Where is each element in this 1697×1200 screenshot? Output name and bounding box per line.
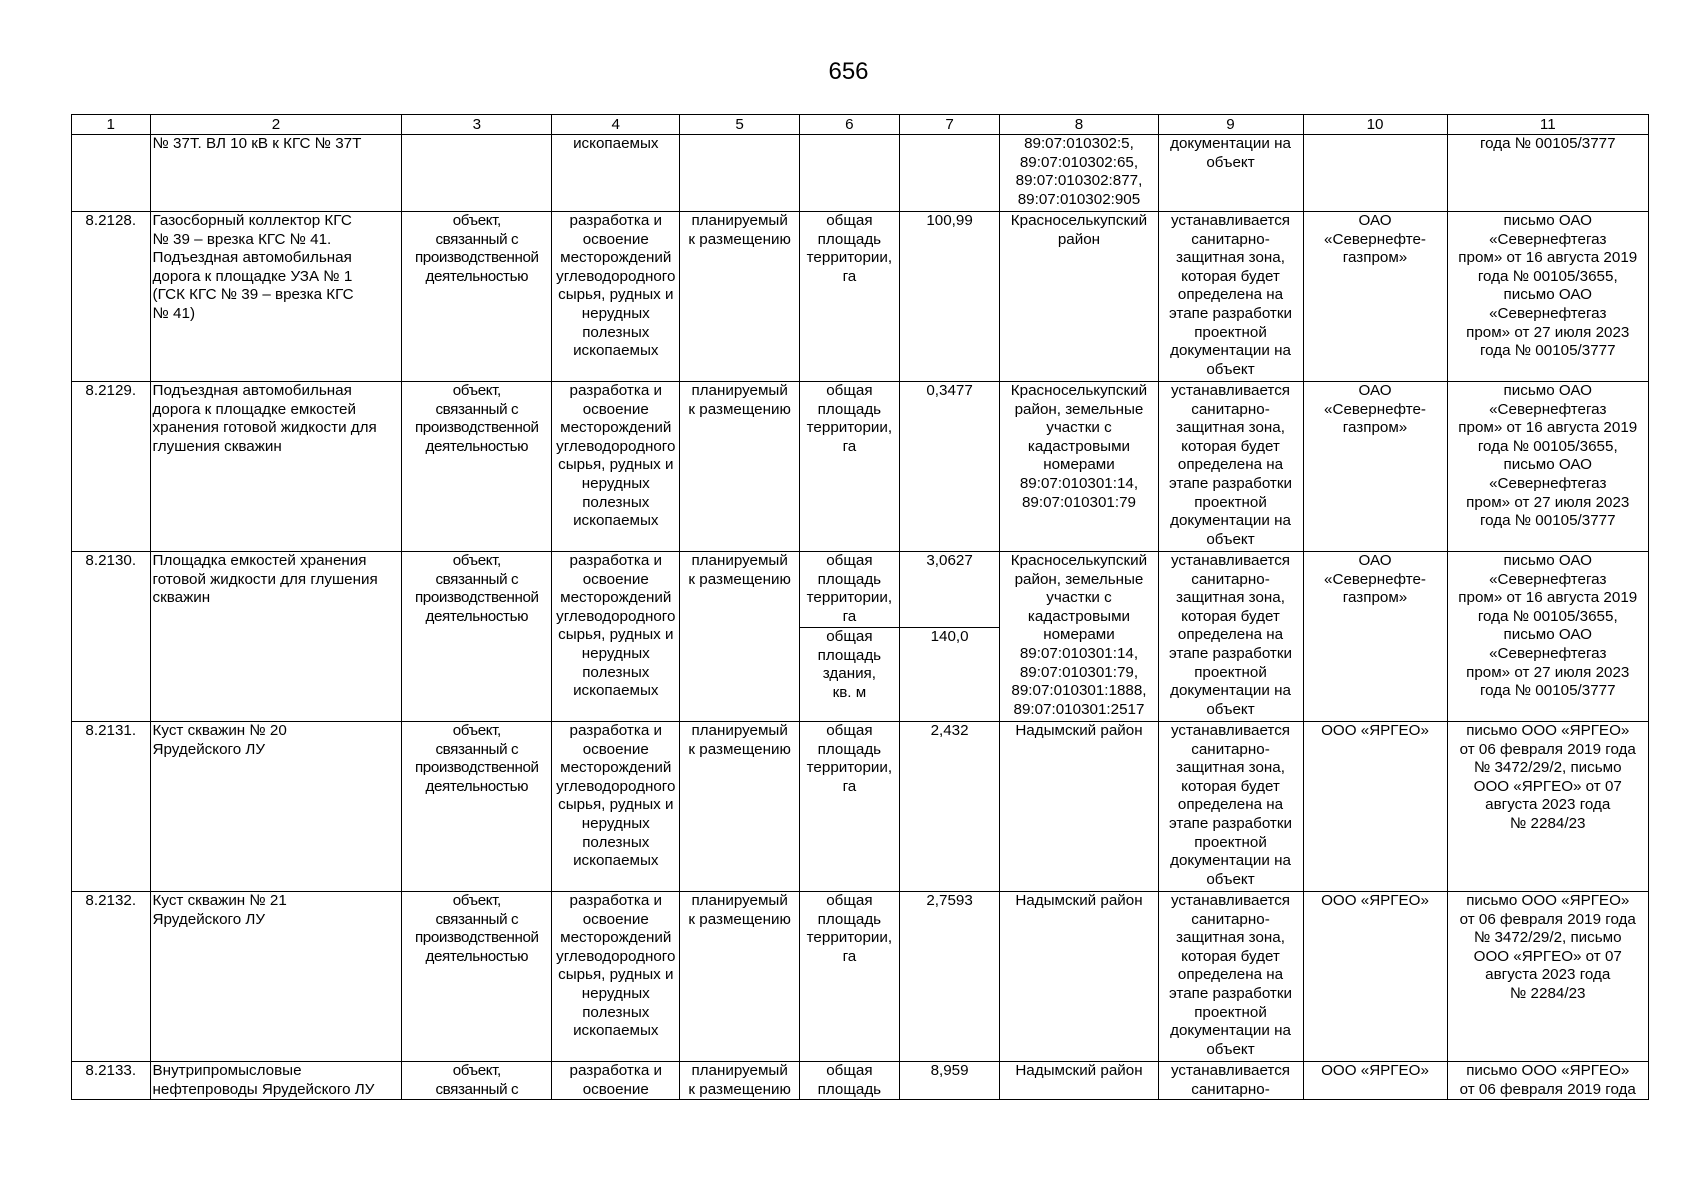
- cell-metric: общая площадь территории, га: [800, 212, 900, 382]
- cell-name: № 37Т. ВЛ 10 кВ к КГС № 37Т: [150, 135, 402, 212]
- cell-zone: устанавливается санитарно- защитная зона, которая будет определена на этапе разработки проектной документации на объект: [1158, 722, 1303, 892]
- table-row: [72, 552, 1649, 628]
- cell-purpose: разработка и освоение месторождений углеводородного сырья, рудных и нерудных полезных ископаемых: [552, 892, 680, 1062]
- cell-type: объект, связанный с производственной деятельностью: [402, 892, 552, 1062]
- column-number: 3: [402, 115, 552, 135]
- cell-status: планируемый к размещению: [680, 722, 800, 892]
- cell-status: планируемый к размещению: [680, 1062, 800, 1100]
- cell-source: письмо ОАО «Севернефтегаз пром» от 16 августа 2019 года № 00105/3655, письмо ОАО «Севернефтегаз пром» от 27 июля 2023 года № 00105/3777: [1447, 552, 1648, 722]
- cell-value: 2,7593: [899, 892, 1000, 1062]
- cell-location: Красноселькупский район, земельные участки с кадастровыми номерами 89:07:010301:14, 89:07:010301:79, 89:07:010301:1888, 89:07:010301:2517: [1000, 552, 1158, 722]
- cell-source: письмо ООО «ЯРГЕО» от 06 февраля 2019 года: [1447, 1062, 1648, 1100]
- table-row: [72, 722, 1649, 892]
- column-number: 2: [150, 115, 402, 135]
- cell-owner: ООО «ЯРГЕО»: [1303, 1062, 1447, 1100]
- cell-location: Красноселькупский район: [1000, 212, 1158, 382]
- cell-name: Площадка емкостей хранения готовой жидкости для глушения скважин: [150, 552, 402, 722]
- table-row-continuation: [72, 135, 1649, 212]
- cell-zone: устанавливается санитарно-: [1158, 1062, 1303, 1100]
- cell-value: 3,0627: [899, 552, 1000, 628]
- cell-type: объект, связанный с производственной деятельностью: [402, 552, 552, 722]
- cell-zone: устанавливается санитарно- защитная зона, которая будет определена на этапе разработки проектной документации на объект: [1158, 212, 1303, 382]
- cell-source: письмо ОАО «Севернефтегаз пром» от 16 августа 2019 года № 00105/3655, письмо ОАО «Севернефтегаз пром» от 27 июля 2023 года № 00105/3777: [1447, 382, 1648, 552]
- cell-id: 8.2133.: [72, 1062, 151, 1100]
- cell-value: 8,959: [899, 1062, 1000, 1100]
- column-number-row: [72, 115, 1649, 135]
- cell-purpose: разработка и освоение месторождений углеводородного сырья, рудных и нерудных полезных ископаемых: [552, 722, 680, 892]
- cell-value: 100,99: [899, 212, 1000, 382]
- cell-value: [899, 135, 1000, 212]
- cell-owner: ООО «ЯРГЕО»: [1303, 722, 1447, 892]
- table-row: [72, 1062, 1649, 1100]
- cell-type: объект, связанный с производственной деятельностью: [402, 722, 552, 892]
- cell-type: объект, связанный с производственной деятельностью: [402, 212, 552, 382]
- cell-metric: общая площадь территории, га: [800, 892, 900, 1062]
- cell-metric: общая площадь здания, кв. м: [800, 628, 900, 722]
- column-number: 6: [800, 115, 900, 135]
- cell-source: письмо ОАО «Севернефтегаз пром» от 16 августа 2019 года № 00105/3655, письмо ОАО «Севернефтегаз пром» от 27 июля 2023 года № 00105/3777: [1447, 212, 1648, 382]
- cell-value: 140,0: [899, 628, 1000, 722]
- table-row: [72, 212, 1649, 382]
- cell-location: Надымский район: [1000, 722, 1158, 892]
- cell-metric: общая площадь территории, га: [800, 552, 900, 628]
- cell-id: 8.2131.: [72, 722, 151, 892]
- cell-status: планируемый к размещению: [680, 212, 800, 382]
- objects-table: [71, 114, 1649, 1100]
- column-number: 10: [1303, 115, 1447, 135]
- cell-status: [680, 135, 800, 212]
- cell-metric: общая площадь территории, га: [800, 722, 900, 892]
- column-number: 5: [680, 115, 800, 135]
- cell-owner: ОАО «Севернефте- газпром»: [1303, 212, 1447, 382]
- column-number: 9: [1158, 115, 1303, 135]
- cell-purpose: разработка и освоение месторождений углеводородного сырья, рудных и нерудных полезных ископаемых: [552, 382, 680, 552]
- cell-type: [402, 135, 552, 212]
- table-row: [72, 892, 1649, 1062]
- cell-location: Красноселькупский район, земельные участки с кадастровыми номерами 89:07:010301:14, 89:07:010301:79: [1000, 382, 1158, 552]
- cell-purpose: разработка и освоение месторождений углеводородного сырья, рудных и нерудных полезных ископаемых: [552, 552, 680, 722]
- cell-source: письмо ООО «ЯРГЕО» от 06 февраля 2019 года № 3472/29/2, письмо ООО «ЯРГЕО» от 07 августа 2023 года № 2284/23: [1447, 722, 1648, 892]
- cell-metric: общая площадь: [800, 1062, 900, 1100]
- cell-value: 0,3477: [899, 382, 1000, 552]
- column-number: 7: [899, 115, 1000, 135]
- cell-owner: ООО «ЯРГЕО»: [1303, 892, 1447, 1062]
- cell-metric: [800, 135, 900, 212]
- cell-id: 8.2130.: [72, 552, 151, 722]
- cell-location: Надымский район: [1000, 1062, 1158, 1100]
- cell-location: 89:07:010302:5, 89:07:010302:65, 89:07:010302:877, 89:07:010302:905: [1000, 135, 1158, 212]
- cell-id: 8.2128.: [72, 212, 151, 382]
- cell-source: года № 00105/3777: [1447, 135, 1648, 212]
- table-row: [72, 382, 1649, 552]
- cell-metric: общая площадь территории, га: [800, 382, 900, 552]
- column-number: 11: [1447, 115, 1648, 135]
- cell-zone: документации на объект: [1158, 135, 1303, 212]
- cell-purpose: разработка и освоение: [552, 1062, 680, 1100]
- cell-status: планируемый к размещению: [680, 382, 800, 552]
- cell-owner: [1303, 135, 1447, 212]
- cell-purpose: разработка и освоение месторождений углеводородного сырья, рудных и нерудных полезных ископаемых: [552, 212, 680, 382]
- cell-zone: устанавливается санитарно- защитная зона, которая будет определена на этапе разработки проектной документации на объект: [1158, 892, 1303, 1062]
- cell-name: Подъездная автомобильная дорога к площадке емкостей хранения готовой жидкости для глушения скважин: [150, 382, 402, 552]
- column-number: 4: [552, 115, 680, 135]
- column-number: 8: [1000, 115, 1158, 135]
- cell-id: 8.2132.: [72, 892, 151, 1062]
- cell-name: Газосборный коллектор КГС № 39 – врезка КГС № 41. Подъездная автомобильная дорога к площадке УЗА № 1 (ГСК КГС № 39 – врезка КГС № 41): [150, 212, 402, 382]
- cell-purpose: ископаемых: [552, 135, 680, 212]
- cell-id: [72, 135, 151, 212]
- cell-value: 2,432: [899, 722, 1000, 892]
- cell-name: Куст скважин № 20 Ярудейского ЛУ: [150, 722, 402, 892]
- column-number: 1: [72, 115, 151, 135]
- cell-zone: устанавливается санитарно- защитная зона, которая будет определена на этапе разработки проектной документации на объект: [1158, 382, 1303, 552]
- cell-name: Куст скважин № 21 Ярудейского ЛУ: [150, 892, 402, 1062]
- cell-status: планируемый к размещению: [680, 892, 800, 1062]
- cell-owner: ОАО «Севернефте- газпром»: [1303, 552, 1447, 722]
- cell-name: Внутрипромысловые нефтепроводы Ярудейского ЛУ: [150, 1062, 402, 1100]
- cell-source: письмо ООО «ЯРГЕО» от 06 февраля 2019 года № 3472/29/2, письмо ООО «ЯРГЕО» от 07 августа 2023 года № 2284/23: [1447, 892, 1648, 1062]
- page-number: 656: [828, 58, 869, 85]
- cell-id: 8.2129.: [72, 382, 151, 552]
- cell-type: объект, связанный с производственной деятельностью: [402, 382, 552, 552]
- cell-status: планируемый к размещению: [680, 552, 800, 722]
- cell-owner: ОАО «Севернефте- газпром»: [1303, 382, 1447, 552]
- cell-location: Надымский район: [1000, 892, 1158, 1062]
- cell-type: объект, связанный с: [402, 1062, 552, 1100]
- cell-zone: устанавливается санитарно- защитная зона, которая будет определена на этапе разработки проектной документации на объект: [1158, 552, 1303, 722]
